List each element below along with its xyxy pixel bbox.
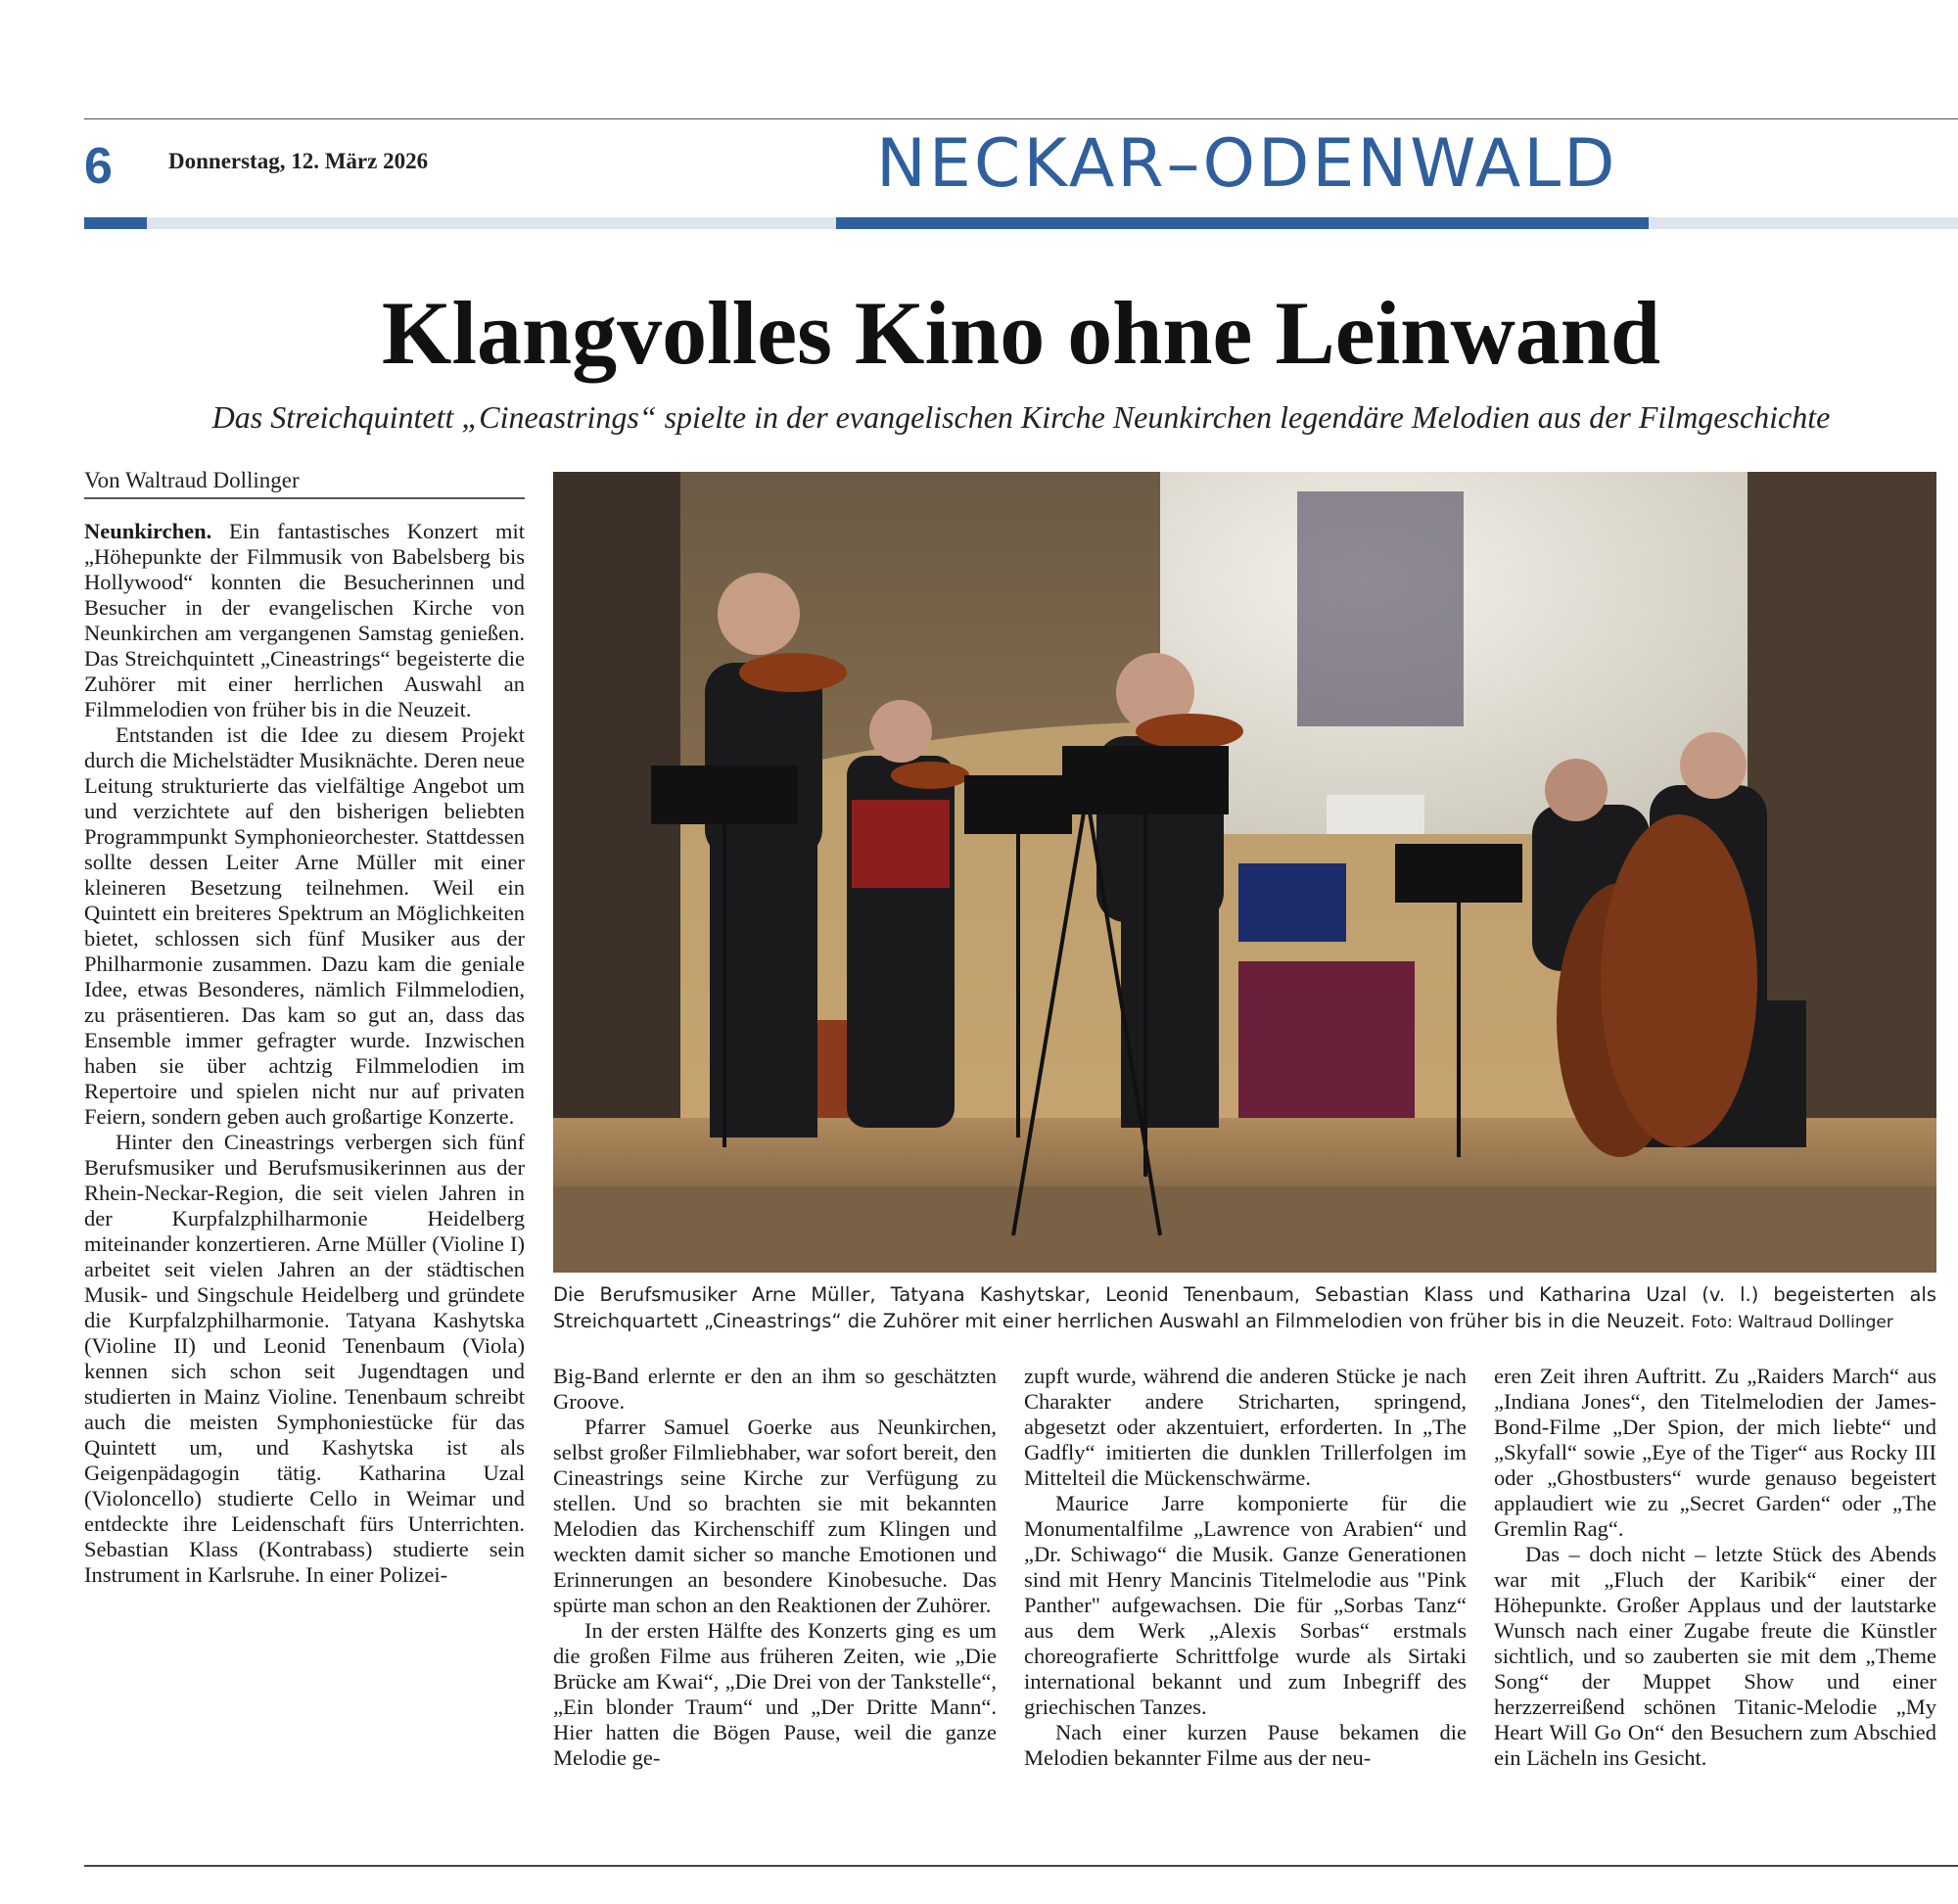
concert-photo-illustration <box>553 472 1936 1273</box>
paragraph: Big-Band erlernte er den an ihm so geschätzten Groove. <box>553 1364 997 1414</box>
header-rule <box>84 118 1958 119</box>
paragraph: Entstanden ist die Idee zu diesem Projekt durch die Michelstädter Musiknächte. Deren neue Leitung strukturierte das vielfältige Angebot um und verzichtete auf den bisherigen beliebten Programmpunkt Symphonieorchester. Stattdessen sollte dessen Leiter Arne Müller mit einer kleineren Besetzung teilnehmen. Weil ein Quintett ein breiteres Spektrum an Möglichkeiten bietet, schlossen sich fünf Musiker aus der Philharmonie zusammen. Dazu kam die geniale Idee, etwas Besonderes, nämlich Filmmelodien, zu präsentieren. Das kam so gut an, dass das Ensemble immer gefragter wurde. Inzwischen haben sie über achtzig Filmmelodien im Repertoire und spielen nicht nur auf privaten Feiern, sondern geben auch großartige Konzerte. <box>84 722 525 1129</box>
footer-rule <box>84 1865 1958 1867</box>
article-subheadline: Das Streichquintett „Cineastrings“ spielte in der evangelischen Kirche Neunkirchen legendäre Melodien aus der Filmgeschichte <box>211 399 1831 435</box>
headline-text: Klangvolles Kino ohne Leinwand <box>381 283 1661 383</box>
dateline: Neunkirchen. <box>84 519 212 543</box>
byline: Von Waltraud Dollinger <box>84 468 525 499</box>
paragraph <box>84 519 525 722</box>
article-column-3 <box>1024 1364 1467 1771</box>
article-column-2 <box>553 1364 997 1771</box>
article-headline <box>84 284 1958 382</box>
paragraph: eren Zeit ihren Auftritt. Zu „Raiders March“ aus „Indiana Jones“, den Titelmelodien der James-Bond-Filme „Der Spion, der mich liebte“ und „Skyfall“ sowie „Eye of the Tiger“ aus Rocky III oder „Ghostbusters“ wurde genauso begeistert applaudiert wie zu „Secret Garden“ oder „The Gremlin Rag“. <box>1494 1364 1936 1541</box>
photo-caption <box>553 1281 1936 1336</box>
band-accent-right <box>836 217 1649 229</box>
article-photo <box>553 472 1936 1273</box>
section-band <box>84 217 1958 229</box>
section-title: NECKAR–ODENWALD <box>876 125 1618 203</box>
paragraph: zupft wurde, während die anderen Stücke je nach Charakter andere Stricharten, springend, abgesetzt oder akzentuiert, erforderten. In „The Gadfly“ imitierten die dunklen Trillerfolgen im Mittelteil die Mückenschwärme. <box>1024 1364 1467 1490</box>
photo-credit: Foto: Waltraud Dollinger <box>1691 1313 1893 1332</box>
paragraph-text: Ein fantastisches Konzert mit „Höhepunkte der Filmmusik von Babelsberg bis Hollywood“ konnten die Besucherinnen und Besucher in der evangelischen Kirche von Neunkirchen am vergangenen Samstag genießen. Das Streichquintett „Cineastrings“ begeisterte die Zuhörer mit einer herrlichen Auswahl an Filmmelodien von früher bis in die Neuzeit. <box>84 519 525 721</box>
article-column-1 <box>84 519 525 1588</box>
paragraph: Hinter den Cineastrings verbergen sich fünf Berufsmusiker und Berufsmusikerinnen aus der Rhein-Neckar-Region, die seit vielen Jahren in der Kurpfalzphilharmonie Heidelberg miteinander konzertieren. Arne Müller (Violine I) arbeitet seit vielen Jahren an der städtischen Musik- und Singschule Heidelberg und gründete die Kurpfalzphilharmonie. Tatyana Kashytska (Violine II) und Leonid Tenenbaum (Viola) kennen sich schon seit Jugendtagen und studierten in Mainz Violine. Tenenbaum schreibt auch die meisten Symphoniestücke für das Quintett um, und Kashytska ist als Geigenpädagogin tätig. Katharina Uzal (Violoncello) studierte Cello in Weimar und entdeckte ihre Leidenschaft fürs Unterrichten. Sebastian Klass (Kontrabass) studierte sein Instrument in Karlsruhe. In einer Polizei- <box>84 1130 525 1587</box>
caption-text: Die Berufsmusiker Arne Müller, Tatyana Kashytskar, Leonid Tenenbaum, Sebastian Klass und Katharina Uzal (v. l.) begeisterten als Streichquartett „Cineastrings“ die Zuhörer mit einer herrlichen Auswahl an Filmmelodien von früher bis in die Neuzeit. <box>553 1283 1936 1332</box>
article-column-4 <box>1494 1364 1936 1771</box>
page-number: 6 <box>84 138 113 195</box>
paragraph: Maurice Jarre komponierte für die Monumentalfilme „Lawrence von Arabien“ und „Dr. Schiwago“ die Musik. Ganze Generationen sind mit Henry Mancinis Titelmelodie aus "Pink Panther" aufgewachsen. Die für „Sorbas Tanz“ aus dem Werk „Alexis Sorbas“ erstmals choreografierte Schrittfolge wurde als Sirtaki international bekannt und zum Inbegriff des griechischen Tanzes. <box>1024 1491 1467 1719</box>
paragraph: Pfarrer Samuel Goerke aus Neunkirchen, selbst großer Filmliebhaber, war sofort bereit, den Cineastrings seine Kirche zur Verfügung zu stellen. Und so brachten sie mit bekannten Melodien das Kirchenschiff zum Klingen und weckten damit sicher so manche Emotionen und Erinnerungen an besondere Kinobesuche. Das spürte man schon an den Reaktionen der Zuhörer. <box>553 1415 997 1617</box>
issue-date: Donnerstag, 12. März 2026 <box>168 149 429 173</box>
paragraph: Nach einer kurzen Pause bekamen die Melodien bekannter Filme aus der neu- <box>1024 1720 1467 1770</box>
band-accent-left <box>84 217 147 229</box>
paragraph: In der ersten Hälfte des Konzerts ging es um die großen Filme aus früheren Zeiten, wie „Die Brücke am Kwai“, „Die Drei von der Tankstelle“, „Ein blonder Traum“ und „Der Dritte Mann“. Hier hatten die Bögen Pause, weil die ganze Melodie ge- <box>553 1618 997 1770</box>
paragraph: Das – doch nicht – letzte Stück des Abends war mit „Fluch der Karibik“ einer der Höhepunkte. Großer Applaus und der lautstarke Wunsch nach einer Zugabe freute die Künstler sichtlich, und so zauberten sie mit dem „Theme Song“ der Muppet Show und einer herzzerreißend schönen Titanic-Melodie „My Heart Will Go On“ den Besuchern zum Abschied ein Lächeln ins Gesicht. <box>1494 1542 1936 1770</box>
